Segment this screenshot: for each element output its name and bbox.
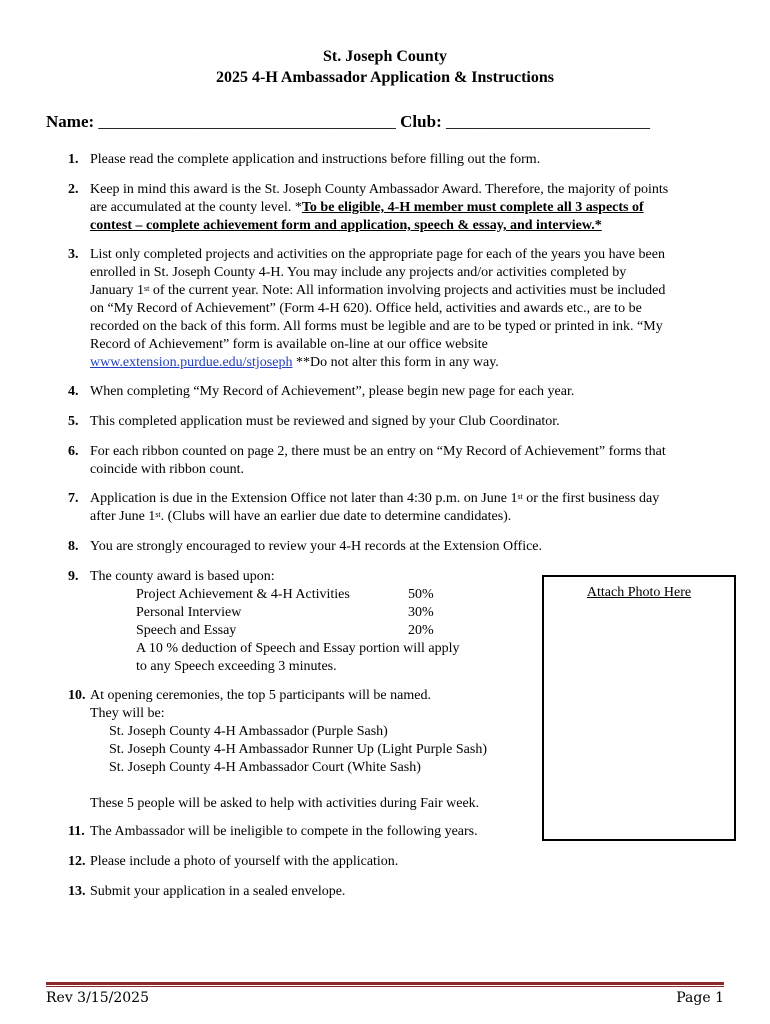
item-text: recorded on the back of this form. All forms must be legible and are to be typed or printed in ink. “My — [90, 319, 663, 334]
item-text: Please include a photo of yourself with the application. — [90, 854, 399, 869]
item-number: 13. — [68, 884, 86, 899]
item-text: enrolled in St. Joseph County 4-H. You may include any projects and/or activities completed by — [90, 265, 627, 280]
item-number: 6. — [68, 444, 79, 459]
criteria-percent: 30% — [408, 605, 434, 620]
item-text: Record of Achievement” form is available on-line at our office website — [90, 337, 488, 352]
item-number: 8. — [68, 539, 79, 554]
item-text: coincide with ribbon count. — [90, 462, 244, 477]
item-number: 12. — [68, 854, 86, 869]
name-label: Name: — [46, 112, 95, 131]
deduction-note: to any Speech exceeding 3 minutes. — [136, 659, 337, 674]
club-field[interactable]: ________________________ — [445, 112, 650, 131]
item-text: For each ribbon counted on page 2, there must be an entry on “My Record of Achievement” forms that — [90, 444, 666, 459]
item-text: At opening ceremonies, the top 5 participants will be named. — [90, 688, 431, 703]
item-number: 10. — [68, 688, 86, 703]
eligibility-note: To be eligible, 4-H member must complete all 3 aspects of — [301, 200, 644, 215]
page-number: Page 1 — [676, 990, 724, 1006]
criteria-label: Speech and Essay — [136, 623, 237, 638]
item-text: Please read the complete application and instructions before filling out the form. — [90, 152, 541, 167]
criteria-percent: 20% — [408, 623, 434, 638]
name-club-line — [46, 112, 650, 132]
extension-website-link[interactable]: www.extension.purdue.edu/stjoseph — [90, 355, 293, 370]
item-text: You are strongly encouraged to review your 4-H records at the Extension Office. — [90, 539, 543, 554]
photo-box — [542, 575, 736, 841]
footer-rule — [46, 986, 724, 987]
item-text: after June 1st. (Clubs will have an earlier due date to determine candidates). — [90, 509, 512, 524]
item-text: The Ambassador will be ineligible to compete in the following years. — [90, 824, 478, 839]
item-number: 9. — [68, 569, 79, 584]
item-text: The county award is based upon: — [90, 569, 275, 584]
document-subtitle: 2025 4-H Ambassador Application & Instructions — [216, 69, 554, 86]
item-text: Submit your application in a sealed envelope. — [90, 884, 346, 899]
item-number: 4. — [68, 384, 79, 399]
name-field[interactable]: ___________________________________ — [98, 112, 396, 131]
item-text: When completing “My Record of Achievement”, please begin new page for each year. — [90, 384, 575, 399]
item-text: They will be: — [90, 706, 165, 721]
item-number: 3. — [68, 247, 79, 262]
sash-item: St. Joseph County 4-H Ambassador Runner Up (Light Purple Sash) — [109, 742, 487, 757]
sash-item: St. Joseph County 4-H Ambassador (Purple Sash) — [109, 724, 388, 739]
revision-date: Rev 3/15/2025 — [46, 990, 149, 1006]
photo-box-label: Attach Photo Here — [586, 585, 692, 600]
criteria-percent: 50% — [408, 587, 434, 602]
item-text: This completed application must be reviewed and signed by your Club Coordinator. — [90, 414, 560, 429]
item-number: 5. — [68, 414, 79, 429]
item-text: www.extension.purdue.edu/stjoseph **Do not alter this form in any way. — [90, 355, 499, 370]
footer-rule — [46, 982, 724, 985]
criteria-label: Personal Interview — [136, 605, 242, 620]
criteria-label: Project Achievement & 4-H Activities — [136, 587, 350, 602]
item-text: are accumulated at the county level. *To be eligible, 4-H member must complete all 3 aspects of — [90, 200, 644, 215]
item-text: Application is due in the Extension Office not later than 4:30 p.m. on June 1st or the first business day — [90, 491, 660, 506]
item-number: 7. — [68, 491, 79, 506]
item-number: 11. — [68, 824, 85, 839]
sash-item: St. Joseph County 4-H Ambassador Court (White Sash) — [109, 760, 421, 775]
item-text: List only completed projects and activities on the appropriate page for each of the years you have been — [90, 247, 665, 262]
item-text: These 5 people will be asked to help with activities during Fair week. — [90, 796, 480, 811]
eligibility-note: contest – complete achievement form and application, speech & essay, and interview.* — [90, 218, 602, 233]
document-title: St. Joseph County — [322, 48, 448, 65]
item-text: January 1st of the current year. Note: All information involving projects and activities must be included — [90, 283, 666, 298]
item-text: on “My Record of Achievement” (Form 4-H 620). Office held, activities and awards etc., are to be — [90, 301, 642, 316]
club-label: Club: — [400, 112, 442, 131]
deduction-note: A 10 % deduction of Speech and Essay portion will apply — [136, 641, 460, 656]
item-number: 2. — [68, 182, 79, 197]
item-text: Keep in mind this award is the St. Joseph County Ambassador Award. Therefore, the majority of points — [90, 182, 669, 197]
item-number: 1. — [68, 152, 79, 167]
